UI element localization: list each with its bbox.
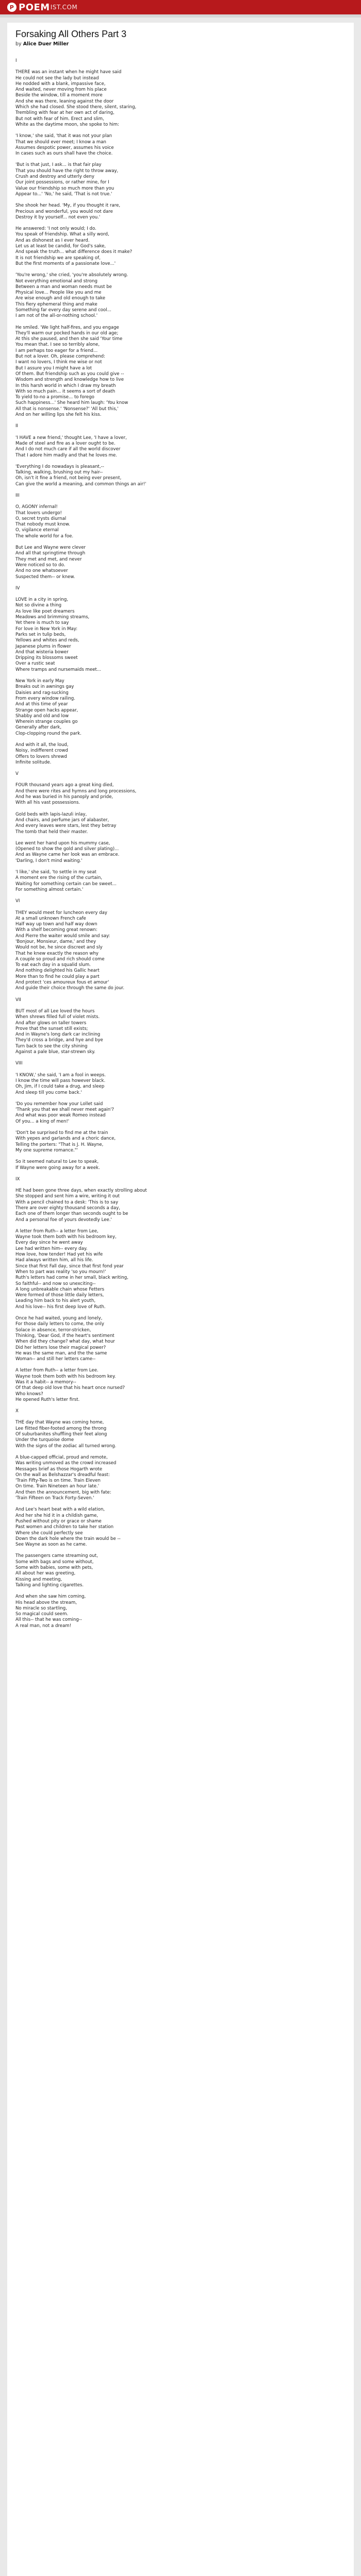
poem-line: Some with bags and some without, — [15, 1559, 94, 1565]
poem-line: And his love-- his first deep love of Ruth. — [15, 1304, 106, 1310]
poem-line: LOVE in a city in spring, — [15, 597, 69, 603]
poem-section — [15, 1177, 346, 1403]
poem-line: Telling the porters: "That is J. H. Wayne, — [15, 1142, 104, 1147]
poem-line: Had always written him, all his life. — [15, 1258, 93, 1263]
poem-line: THEY would meet for luncheon every day — [15, 910, 108, 916]
poem-line: Who knows? — [15, 1391, 43, 1397]
poem-line: On the wall as Belshazzar's dreadful feast: — [15, 1472, 110, 1478]
stanza — [15, 1188, 346, 1223]
poem-line: A letter from Ruth-- a letter from Lee, — [15, 1228, 99, 1234]
poem-line: Messages brief as those Hogarth wrote — [15, 1466, 103, 1472]
poem-line: O, vigilance eternal — [15, 528, 59, 533]
poem-line: And there were rites and hymns and long processions, — [15, 788, 137, 794]
poem-line: Were noticed so to do. — [15, 562, 65, 568]
section-numeral: V — [15, 771, 19, 777]
author-link[interactable]: Alice Duer Miller — [23, 41, 69, 47]
poem-line: Every day since he went away — [15, 1240, 83, 1246]
poem-line: And what was poor weak Romeo instead — [15, 1113, 106, 1118]
stanza — [15, 203, 346, 221]
poem-line: Not everything emotional and strong — [15, 278, 97, 284]
poem-line: And her she hid it in a childish game, — [15, 1513, 99, 1518]
poem-line: Breaks out in awnings gay — [15, 684, 74, 690]
poem-line: BUT most of all Lee loved the hours — [15, 1008, 95, 1014]
poem-line: With yepes and garlands and a choric dance, — [15, 1136, 116, 1142]
poem-line: Waiting for something certain can be sweet... — [15, 881, 117, 887]
poem-line: A couple so proud and rich should come — [15, 956, 105, 962]
stanza — [15, 783, 346, 806]
poem-section — [15, 899, 346, 991]
poem-line: Are wise enough and old enough to take — [15, 296, 105, 301]
poem-line: For something almost certain.' — [15, 887, 84, 892]
poem-line: Dripping its blossoms sweet — [15, 655, 78, 661]
poem-line: 'Everything I do nowadays is pleasant,-- — [15, 464, 104, 469]
poem-line: In this harsh world in which I draw my breath — [15, 383, 116, 388]
poem-line: She shook her head. 'My, if you thought it rare, — [15, 203, 121, 209]
poem-line: In cases such as ours shall have the choice. — [15, 151, 113, 157]
poem-line: And she was there, leaning against the door — [15, 98, 114, 104]
stanza — [15, 597, 346, 673]
poem-line: Parks set in tulip beds, — [15, 632, 66, 637]
poem-line: 'I KNOW,' she said, 'I am a fool in weeps. — [15, 1072, 106, 1078]
poem-line: Were formed of those little daily letters, — [15, 1293, 104, 1298]
poem-line: And a personal foe of yours devotedly Lee.' — [15, 1217, 112, 1223]
poem-line: 'You're wrong,' she cried, 'you're absolutely wrong. — [15, 273, 128, 278]
poem-line: Once he had waited, young and lonely, — [15, 1316, 103, 1321]
poem-line: Pushed without pity or grace or shame — [15, 1518, 102, 1524]
section-numeral: III — [15, 493, 20, 498]
poem-line: 'I like,' she said, 'to settle in my seat — [15, 870, 96, 875]
poem-line: Wherein strange couples go — [15, 719, 78, 725]
poem-line: Wayne took them both with his bedroom key, — [15, 1234, 117, 1240]
byline — [15, 41, 346, 47]
poem-line: But not with fear of him. Erect and slim, — [15, 116, 104, 122]
poem-line: He opened Ruth's letter first. — [15, 1397, 80, 1402]
poem-line: Oh, Jim, if I could take a drug, and sleep — [15, 1084, 105, 1090]
poem-line: Wayne took them both with his bedroom key. — [15, 1374, 116, 1379]
poem-line: And I do not much care if all the world discover — [15, 447, 121, 452]
poem-line: Prove that the sunset still exists; — [15, 1026, 88, 1031]
stanza — [15, 1130, 346, 1154]
poem-line: So it seemed natural to Lee to speak, — [15, 1159, 99, 1165]
poem-line: 'Bonjour, Monsieur, dame,' and they — [15, 939, 96, 944]
stanza — [15, 679, 346, 737]
stanza — [15, 504, 346, 539]
poem-line: Of suburbanites shuffling their feet along — [15, 1432, 107, 1437]
poem-line: (Opened to show the gold and silver plating)... — [15, 846, 119, 852]
poem-line: I am perhaps too eager for a friend... — [15, 348, 98, 353]
poem-line: That nobody must know. — [15, 522, 70, 528]
poem-line: And waited, never moving from his place — [15, 87, 107, 93]
poem-line: So magical could seem. — [15, 1612, 69, 1617]
poem-line: A long unbreakable chain whose Fetters — [15, 1286, 105, 1292]
poem-line: All this-- that he was coming-- — [15, 1617, 82, 1623]
logo-name: POEM — [19, 2, 50, 13]
poem-line: I want no lovers, I think me wise or not — [15, 360, 102, 365]
poem-section — [15, 1061, 346, 1171]
logo-suffix: IST.COM — [50, 4, 78, 11]
poem-line: With a shelf becoming great renown: — [15, 927, 97, 933]
poem-line: When shrews filled full of violet mists. — [15, 1014, 100, 1020]
poem-line: Clop-clopping round the park. — [15, 731, 81, 736]
poem-line: You mean that. I see so terribly alone, — [15, 342, 100, 348]
poem-line: Yellows and whites and reds, — [15, 638, 79, 643]
poem-line: Japanese plums in flower — [15, 643, 71, 649]
poem-line: Let us at least be candid, for God's sake, — [15, 244, 106, 249]
poem-line: HE had been gone three days, when exactly strolling about — [15, 1188, 147, 1194]
poem-line: FOUR thousand years ago a great king died, — [15, 783, 114, 788]
poem-line: Yet there is much to say — [15, 620, 69, 626]
stanza — [15, 1455, 346, 1501]
poem-line: Infinite solitude. — [15, 759, 52, 765]
poem-line: He was the same man, and the the same — [15, 1350, 107, 1356]
poem-line: To yield to-no a promise... to forego — [15, 395, 94, 400]
poem-line: Daisies and rag-sucking — [15, 690, 69, 696]
section-numeral: IV — [15, 585, 20, 591]
poem-line: She stopped and sent him a wire, writing it out — [15, 1194, 120, 1199]
poem-line: That I adore him madly and that he loves me. — [15, 452, 118, 458]
poem-line: Solace in absence, terror-stricken, — [15, 1327, 91, 1333]
poem-line: And he was buried in his panoply and pride, — [15, 794, 113, 800]
poem-line: Can give the world a meaning, and common things an air!' — [15, 481, 146, 487]
poem-line: That lovers undergo! — [15, 510, 62, 516]
poem-line: Down the dark hole where the train would be -- — [15, 1536, 121, 1541]
poem-line: Of that deep old love that his heart once nursed? — [15, 1385, 125, 1391]
poem-line: When did they change? what day, what hour — [15, 1339, 115, 1345]
poem-line: I know the time will pass however black. — [15, 1078, 106, 1083]
poem-line: For those daily letters to come, the only — [15, 1321, 104, 1327]
poem-line: O, secret trysts diurnal — [15, 516, 67, 521]
poem-line: And as Wayne came her look was an embrace. — [15, 852, 120, 858]
poem-section — [15, 586, 346, 766]
poem-line: With so much pain... it seems a sort of death — [15, 388, 116, 394]
site-header — [0, 0, 361, 14]
poem-line: With the signs of the zodiac all turned wrong. — [15, 1443, 117, 1449]
poem-line: That we should ever meet; I know a man — [15, 139, 106, 145]
poem-line: His head above the stream, — [15, 1600, 77, 1605]
poem-line: Of them. But friendship such as you could give -- — [15, 371, 124, 377]
poem-line: All about her was greeting, — [15, 1571, 76, 1577]
poem-line: Did her letters lose their magical power? — [15, 1345, 106, 1350]
poem-line: Destroy it by yourself... not even you.' — [15, 214, 101, 220]
poem-line: He could not see the lady but instead — [15, 75, 99, 81]
poem-line: Past women and children to take her station — [15, 1524, 114, 1530]
poem-line: New York in early May — [15, 679, 64, 684]
poem-line: The tomb that held their master. — [15, 829, 88, 835]
poem-card — [7, 23, 354, 2576]
poem-line: 'Do you remember how your Lollet said — [15, 1101, 103, 1107]
poem-line: They'll warm our pocked hands in our old age; — [15, 330, 119, 336]
poem-line: Shabby and old and low — [15, 713, 69, 719]
poem-line: And that wisteria bower — [15, 649, 69, 655]
poem-line: Appear to...' 'No,' he said, 'That is not true.' — [15, 191, 112, 197]
poem-line: From every window railing. — [15, 696, 75, 701]
poem-line: He nodded with a blank, impassive face, — [15, 81, 106, 87]
poem-line: A moment ere the rising of the curtain, — [15, 875, 103, 881]
poem-line: The whole world for a foe. — [15, 533, 74, 539]
poem-line: Was writing unmoved as the crowd increased — [15, 1461, 117, 1466]
poem-line: Leading him back to his alert youth, — [15, 1298, 96, 1304]
poem-line: Such happiness...' She heard him laugh: 'You know — [15, 400, 128, 406]
poem-line: I am not of the all-or-nothing school.' — [15, 313, 98, 319]
poem-line: Oh, isn't it fine a friend, not being ever present, — [15, 476, 122, 481]
poem-title: Forsaking All Others Part 3 — [15, 29, 127, 39]
poem-line: No miracle so startling, — [15, 1605, 67, 1611]
poem-line: Which she had closed. She stood there, silent, staring, — [15, 105, 137, 110]
poem-line: To eat each day in a squalid slum. — [15, 962, 91, 968]
poem-line: Gold beds with lapis-lazuli inlay, — [15, 811, 87, 817]
stanza — [15, 325, 346, 418]
stanza — [15, 1553, 346, 1588]
poem-line: When to part was reality 'so you mourn!' — [15, 1269, 106, 1275]
poem-line: Suspected them-- or knew. — [15, 574, 75, 580]
poem-section — [15, 771, 346, 893]
poem-line: For love in New York in May: — [15, 626, 78, 632]
poem-body — [15, 58, 346, 1629]
poem-line: Beside the window, till a moment more — [15, 93, 103, 98]
poem-line: At a small unknown French cafe — [15, 916, 86, 921]
stanza — [15, 70, 346, 128]
poem-line: They met and met, and never — [15, 556, 82, 562]
poem-line: At this she paused, and then she said 'Your time — [15, 336, 123, 342]
poem-line: But Lee and Wayne were clever — [15, 545, 86, 551]
poem-line: Since that first Fall day, since that first fond year — [15, 1263, 124, 1269]
stanza — [15, 545, 346, 580]
poem-line: Talking, walking, brushing out my hair-- — [15, 470, 103, 476]
poem-line: A blue-capped official, proud and remote, — [15, 1454, 108, 1460]
poem-line: 'But is that just, I ask... is that fair play — [15, 162, 102, 168]
poem-line: 'I HAVE a new friend,' thought Lee, 'I have a lover, — [15, 435, 127, 440]
poem-line: Wisdom and strength and knowledge how to live — [15, 377, 124, 383]
poem-line: You speak of friendship. What a silly word, — [15, 232, 109, 238]
poem-line: And no one whatsoever — [15, 568, 68, 574]
poem-line: Thinking, 'Dear God, if the heart's sentiment — [15, 1333, 114, 1338]
stanza — [15, 464, 346, 487]
poem-line: Each one of them longer than seconds ought to be — [15, 1211, 128, 1217]
poem-line: A letter from Ruth-- a letter from Lee. — [15, 1368, 99, 1374]
poem-section — [15, 997, 346, 1056]
poem-line: My one supreme romance."' — [15, 1147, 78, 1153]
stanza — [15, 1159, 346, 1171]
poem-line: And chairs, and perfume jars of alabaster, — [15, 817, 109, 823]
poem-line: Half way up town and half way down — [15, 922, 97, 927]
poem-line: And as dishonest as I ever heard. — [15, 238, 90, 243]
stanza — [15, 435, 346, 459]
poem-section — [15, 58, 346, 418]
poem-line: White as the daytime moon, she spoke to him: — [15, 122, 120, 127]
header-subbar — [0, 14, 361, 18]
section-numeral: X — [15, 1409, 19, 1414]
poem-line: O, AGONY infernal! — [15, 504, 58, 510]
poem-line: See Wayne as soon as he came. — [15, 1542, 87, 1548]
poem-line: And Pierre the waiter would smile and say: — [15, 933, 110, 939]
poem-line: And at this time of year — [15, 702, 68, 707]
poem-line: Strange open hacks appear, — [15, 707, 78, 713]
poem-line: As love like poet dreamers — [15, 608, 75, 614]
logo-mark-icon: P — [7, 3, 17, 12]
stanza — [15, 1101, 346, 1125]
stanza — [15, 162, 346, 197]
poem-line: Would not be, he since discreet and sly — [15, 945, 103, 951]
stanza — [15, 812, 346, 835]
stanza — [15, 910, 346, 992]
poem-line: Trembling with fear at her own act of daring, — [15, 110, 114, 116]
poem-line: But the first moments of a passionate love...' — [15, 261, 116, 266]
section-numeral: VI — [15, 899, 20, 904]
poem-line: Kissing and meeting, — [15, 1577, 62, 1582]
poem-line: Assumes despotic power, assumes his voice — [15, 145, 114, 150]
section-numeral: VII — [15, 997, 21, 1003]
poem-line: And when she saw him coming, — [15, 1594, 86, 1600]
poem-line: 'Thank you that we shall never meet again'? — [15, 1107, 114, 1113]
poem-line: But I assure you I might have a lot — [15, 365, 92, 371]
poem-line: Under the turquoise dome — [15, 1437, 74, 1443]
poem-line: Precious and wonderful, you would not dare — [15, 209, 113, 214]
poem-line: Our joint possessions, or rather mine, for I — [15, 180, 109, 185]
poem-line: And with it all, the loud, — [15, 742, 69, 748]
poem-line: With a pencil chained to a desk: 'This is to say — [15, 1199, 119, 1205]
poem-line: More than to find he could play a part — [15, 974, 100, 979]
poem-line: Of you... a king of men!' — [15, 1118, 70, 1124]
poem-line: Against a pale blue, star-strewn sky. — [15, 1049, 95, 1055]
site-logo[interactable] — [7, 2, 77, 13]
poem-section — [15, 1409, 346, 1629]
poem-line: Value our friendship so much more than you — [15, 185, 114, 191]
poem-line: Some with babies, some with pets, — [15, 1565, 93, 1571]
poem-line: Lee flitted fiber-footed among the throng — [15, 1426, 107, 1431]
poem-line: Made of steel and fire as a lover ought to be. — [15, 440, 116, 446]
poem-line: All that is nonsense.' 'Nonsense?' 'All but this,' — [15, 406, 119, 412]
poem-line: 'Train Fifty-Two is on time. Train Eleven — [15, 1478, 101, 1484]
poem-line: THE day that Wayne was coming home, — [15, 1420, 104, 1426]
byline-label: by — [15, 41, 22, 47]
poem-line: But not a lover. Oh, please comprehend: — [15, 354, 106, 360]
poem-line: It is not friendship we are speaking of, — [15, 255, 101, 261]
poem-line: Lee had written him-- every day. — [15, 1246, 88, 1251]
poem-line: He answered: 'I not only would; I do. — [15, 226, 96, 232]
poem-line: Generally after dark, — [15, 725, 62, 731]
stanza — [15, 1594, 346, 1629]
poem-line: Where tramps and nursemaids meet... — [15, 667, 102, 672]
stanza — [15, 1229, 346, 1310]
poem-line: A real man, not a dream! — [15, 1623, 72, 1629]
poem-line: THERE was an instant when he might have said — [15, 70, 122, 75]
stanza — [15, 870, 346, 893]
poem-line: Crush and destroy and utterly deny — [15, 174, 94, 180]
poem-line: And nothing delighted his Gallic heart — [15, 968, 100, 974]
stanza — [15, 742, 346, 766]
section-numeral: VIII — [15, 1061, 23, 1066]
poem-line: And on her willing lips she felt his kiss. — [15, 412, 102, 418]
poem-line: Offers to lovers shrewd — [15, 754, 67, 759]
poem-line: Lee went her hand upon his mummy case, — [15, 840, 110, 846]
poem-line: 'Train Fifteen on Track Forty-Seven.' — [15, 1496, 94, 1501]
poem-line: 'Darling, I don't mind waiting.' — [15, 858, 83, 863]
poem-line: Where she could perfectly see — [15, 1530, 83, 1536]
poem-line: On time. Train Nineteen an hour late.' — [15, 1484, 100, 1489]
stanza — [15, 133, 346, 157]
poem-line: And protect 'ces amoureux fous et amour' — [15, 980, 109, 986]
poem-line: Was it a habit-- a memory-- — [15, 1380, 76, 1385]
poem-line: That you should have the right to throw away, — [15, 168, 119, 174]
poem-line: Something far every day serene and cool... — [15, 307, 111, 313]
poem-line: And after glows on taller towers — [15, 1020, 87, 1026]
poem-section — [15, 423, 346, 487]
stanza — [15, 1009, 346, 1055]
poem-section — [15, 493, 346, 580]
poem-line: Over a rustic seat — [15, 661, 55, 667]
poem-line: Woman-- and still her letters came-- — [15, 1357, 96, 1362]
poem-line: If Wayne were going away for a week. — [15, 1165, 100, 1171]
poem-line: Noisy, indifferent crowd — [15, 748, 68, 754]
poem-line: This fiery ephemeral thing and make — [15, 301, 97, 307]
section-numeral: IX — [15, 1176, 20, 1182]
stanza — [15, 841, 346, 864]
poem-line: So faithful-- and now so unexciting-- — [15, 1281, 96, 1286]
poem-line: And Lee's heart beat with a wild elation, — [15, 1507, 105, 1513]
stanza — [15, 273, 346, 319]
poem-line: And all that springtime through — [15, 551, 86, 556]
poem-line: Between a man and woman needs must be — [15, 284, 112, 290]
poem-line: That he knew exactly the reason why — [15, 951, 99, 956]
stanza — [15, 1420, 346, 1449]
poem-line: Talking and lighting cigarettes. — [15, 1582, 84, 1588]
poem-line: And speak the truth... what difference does it make? — [15, 249, 133, 255]
poem-line: Not so divine a thing — [15, 603, 62, 608]
poem-line: The passengers came streaming out, — [15, 1553, 98, 1559]
poem-line: Ruth's letters had come in her small, black writing, — [15, 1275, 128, 1281]
poem-line: He smiled. 'We light half-fires, and you engage — [15, 325, 119, 330]
poem-line: Physical love... People like you and me — [15, 290, 102, 296]
poem-line: They'd cross a bridge, and hye and bye — [15, 1038, 103, 1043]
stanza — [15, 226, 346, 267]
poem-line: And guide their choice through the same do jour. — [15, 986, 125, 991]
poem-line: 'I know,' she said, 'that it was not your plan — [15, 133, 112, 139]
poem-line: Turn back to see the city shining — [15, 1043, 88, 1049]
stanza — [15, 1507, 346, 1548]
poem-line: With all his vast possessions. — [15, 800, 80, 806]
poem-line: And every leaves were stars, lest they betray — [15, 823, 117, 829]
poem-line: How love, how tender! Had yet his wife — [15, 1252, 103, 1258]
poem-line: There are over eighty thousand seconds a day, — [15, 1205, 120, 1211]
poem-line: 'Don't be surprised to find me at the train — [15, 1130, 108, 1136]
poem-line: And sleep till you come back.' — [15, 1090, 82, 1095]
stanza — [15, 1368, 346, 1403]
stanza — [15, 1073, 346, 1096]
stanza — [15, 1316, 346, 1362]
section-numeral: II — [15, 423, 19, 429]
poem-line: And in Wayne's long dark car inclining — [15, 1032, 101, 1038]
poem-line: And then the announcement, big with fate: — [15, 1489, 111, 1495]
section-numeral: I — [15, 58, 17, 63]
poem-line: Meadows and brimming streams, — [15, 615, 90, 620]
